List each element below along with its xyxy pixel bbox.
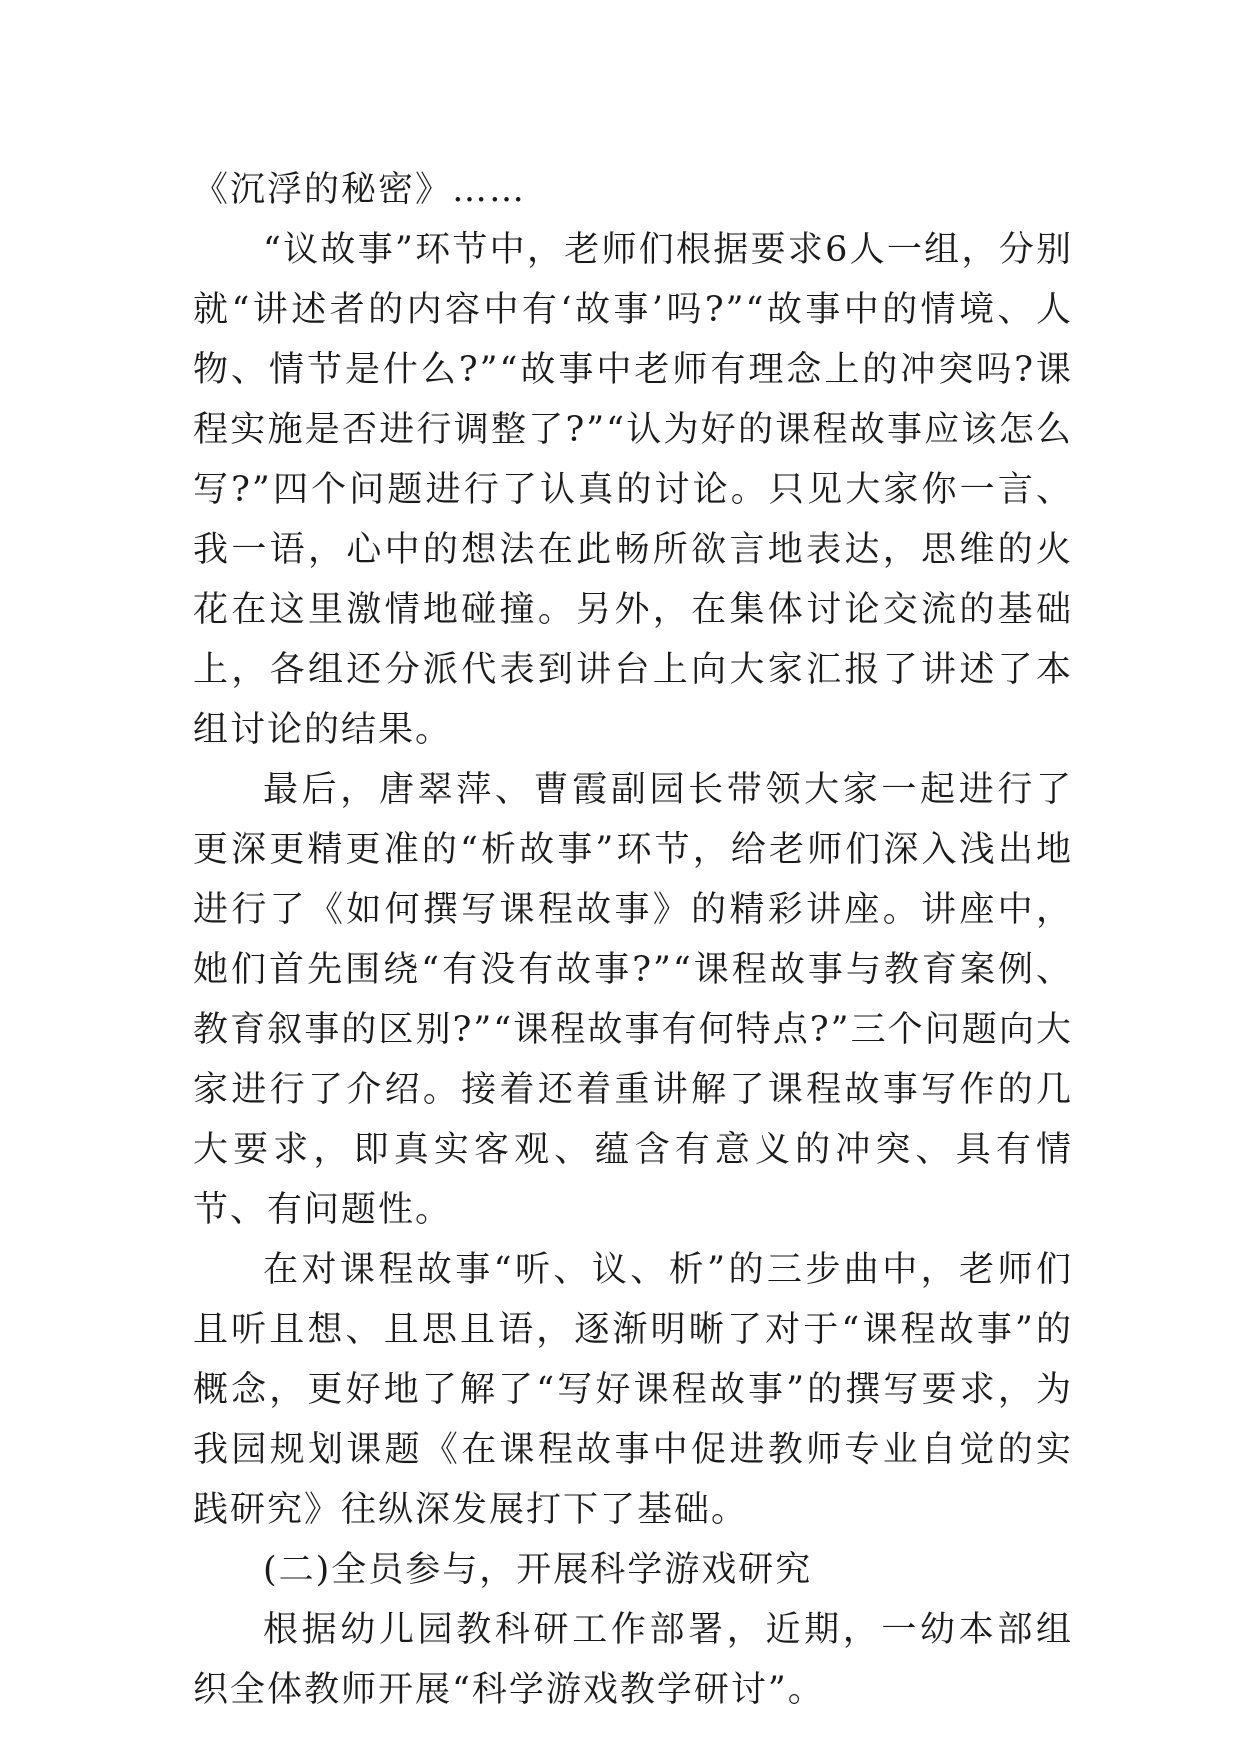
section-heading: (二)全员参与，开展科学游戏研究 (263, 1550, 813, 1590)
paragraph: 根据幼儿园教科研工作部署，近期，一幼本部组织全体教师开展“科学游戏教学研讨”。 (193, 1610, 1073, 1710)
paragraph: “议故事”环节中，老师们根据要求6人一组，分别就“讲述者的内容中有‘故事’吗?”“故事中的情境、人物、情节是什么?”“故事中老师有理念上的冲突吗?课程实施是否进行调整了?”“认为好的课程故事应该怎么写?”四个问题进行了认真的讨论。只见大家你一言、我一语，心中的想法在此畅所欲言地表达，思维的火花在这里激情地碰撞。另外，在集体讨论交流的基础上，各组还分派代表到讲台上向大家汇报了讲述了本组讨论的结果。 (193, 230, 1073, 750)
paragraph: 在对课程故事“听、议、析”的三步曲中，老师们且听且想、且思且语，逐渐明晰了对于“课程故事”的概念，更好地了解了“写好课程故事”的撰写要求，为我园规划课题《在课程故事中促进教师专业自觉的实践研究》往纵深发展打下了基础。 (193, 1250, 1073, 1530)
paragraph: 最后，唐翠萍、曹霞副园长带领大家一起进行了更深更精更准的“析故事”环节，给老师们深入浅出地进行了《如何撰写课程故事》的精彩讲座。讲座中，她们首先围绕“有没有故事?”“课程故事与教育案例、教育叙事的区别?”“课程故事有何特点?”三个问题向大家进行了介绍。接着还着重讲解了课程故事写作的几大要求，即真实客观、蕴含有意义的冲突、具有情节、有问题性。 (193, 770, 1073, 1230)
paragraph: 《沉浮的秘密》…… (193, 170, 527, 210)
document-body (193, 160, 1073, 1720)
